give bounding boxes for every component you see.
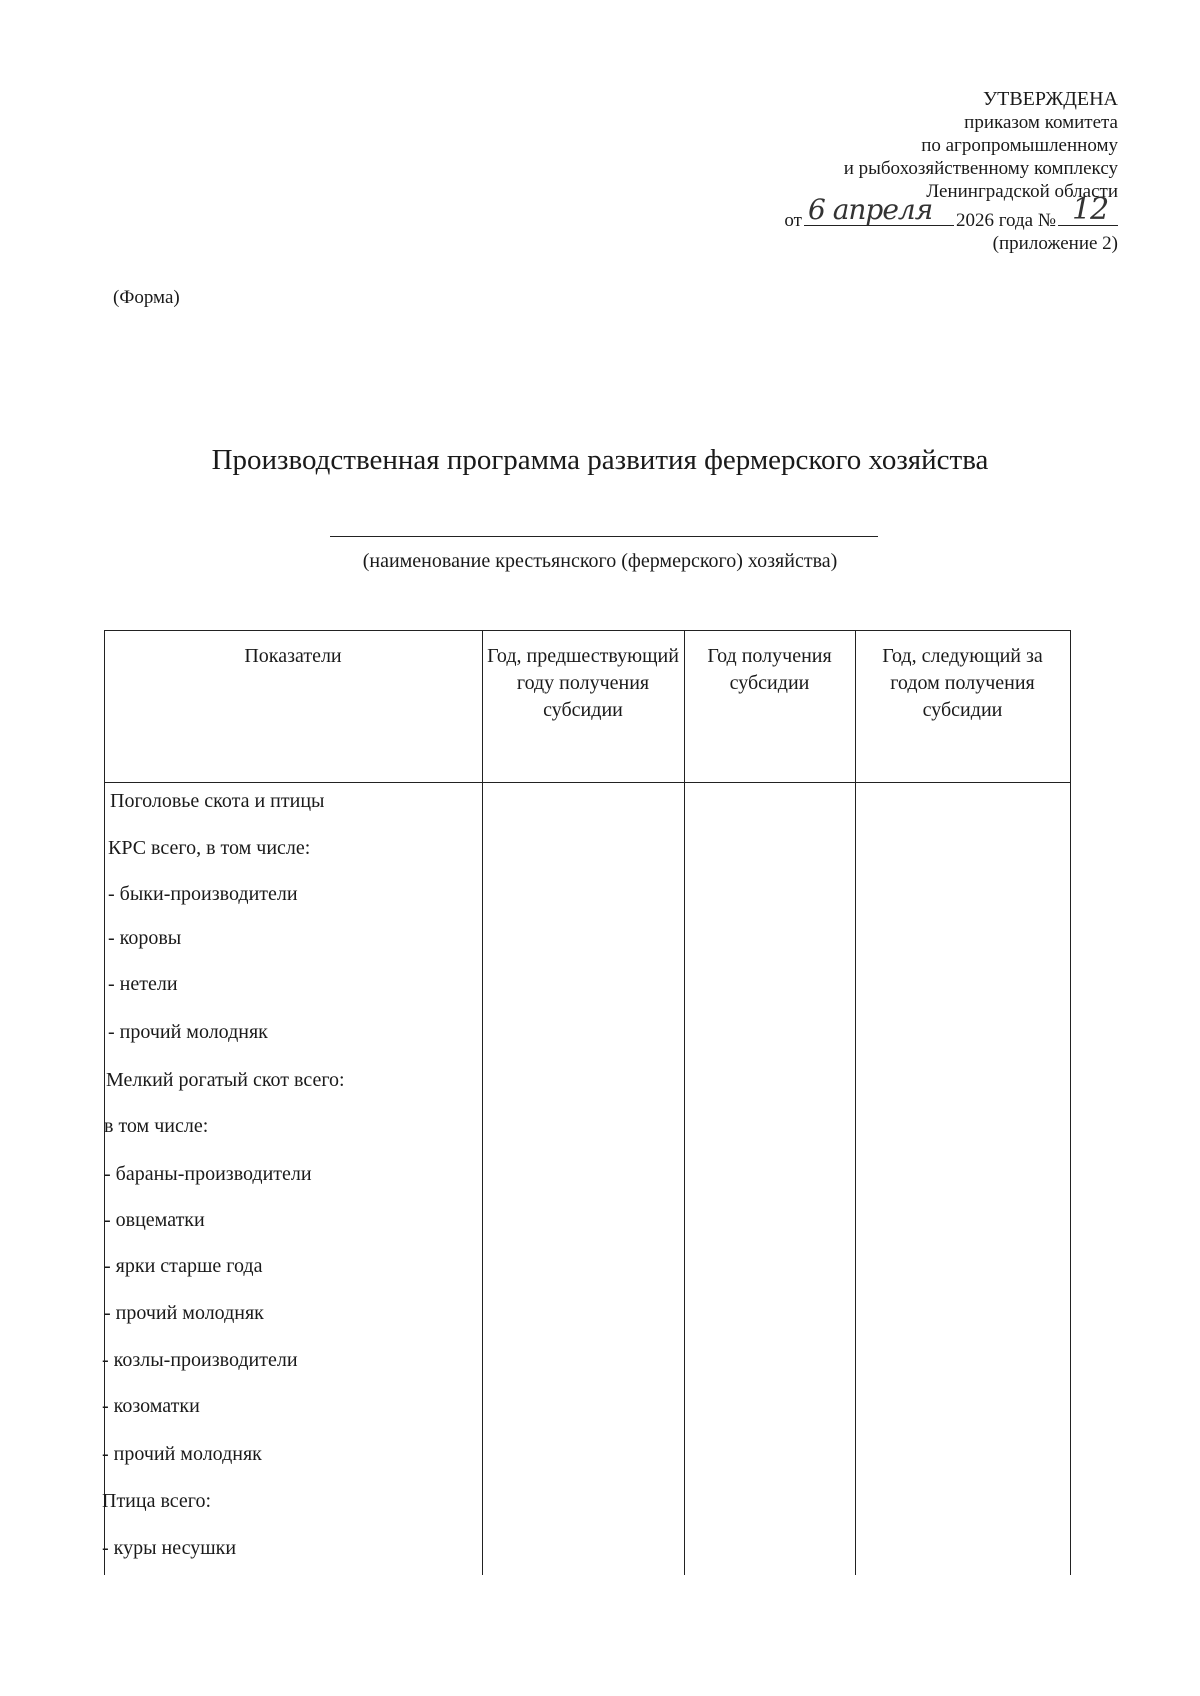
header-year-before: Год, предшествующий году получения субсидии [487, 645, 679, 721]
form-label: (Форма) [113, 287, 180, 308]
appendix-label: (приложение 2) [992, 233, 1118, 254]
table-row-label: Птица всего: [102, 1490, 212, 1512]
table-row-label: - прочий молодняк [104, 1302, 264, 1324]
table-row-label: - козоматки [102, 1395, 200, 1417]
table-col-divider [855, 630, 856, 1575]
date-blank [804, 193, 954, 226]
table-row-label: - коровы [108, 927, 182, 949]
approval-line: Ленинградской области [926, 181, 1118, 202]
table-row-label: - куры несушки [102, 1537, 237, 1559]
table-right-border [1070, 630, 1071, 1575]
header-year-after: Год, следующий за годом получения субсидии [882, 645, 1043, 721]
table-left-border [104, 630, 105, 1575]
table-header-border [104, 782, 1070, 783]
table-row-label: - бараны-производители [104, 1163, 312, 1185]
table-row-label: в том числе: [104, 1115, 209, 1137]
table-top-border [104, 630, 1070, 631]
handwritten-date: 6 апреля [807, 193, 933, 226]
approval-date-line [784, 192, 1118, 232]
approval-block [784, 88, 1118, 255]
table-col-divider [684, 630, 685, 1575]
table-row-label: - нетели [108, 973, 178, 995]
number-blank [1058, 192, 1118, 227]
table-row-label: - овцематки [104, 1209, 205, 1231]
handwritten-number: 12 [1072, 192, 1109, 227]
table-row-label: - прочий молодняк [108, 1021, 268, 1043]
header-indicators: Показатели [244, 645, 342, 667]
table-col-divider [482, 630, 483, 1575]
date-suffix: 2026 года № [955, 210, 1056, 231]
table-row-label: Мелкий рогатый скот всего: [106, 1069, 345, 1091]
header-year-subsidy: Год получения субсидии [707, 645, 832, 694]
approval-line: приказом комитета [964, 112, 1118, 133]
table-row-label: - козлы-производители [102, 1349, 298, 1371]
approval-heading: УТВЕРЖДЕНА [982, 88, 1118, 110]
table-row-label: Поголовье скота и птицы [110, 790, 325, 812]
table-row-label: - ярки старше года [104, 1255, 263, 1277]
table-row-label: - прочий молодняк [102, 1443, 262, 1465]
date-prefix: от [784, 210, 802, 231]
document-title: Производственная программа развития фермерского хозяйства [211, 444, 989, 476]
farm-name-caption: (наименование крестьянского (фермерского) хозяйства) [362, 550, 838, 572]
approval-line: и рыбохозяйственному комплексу [843, 158, 1118, 179]
table-row-label: КРС всего, в том числе: [108, 837, 311, 859]
table-row-label: - быки-производители [108, 883, 298, 905]
farm-name-field[interactable] [330, 536, 878, 537]
approval-line: по агропромышленному [921, 135, 1118, 156]
